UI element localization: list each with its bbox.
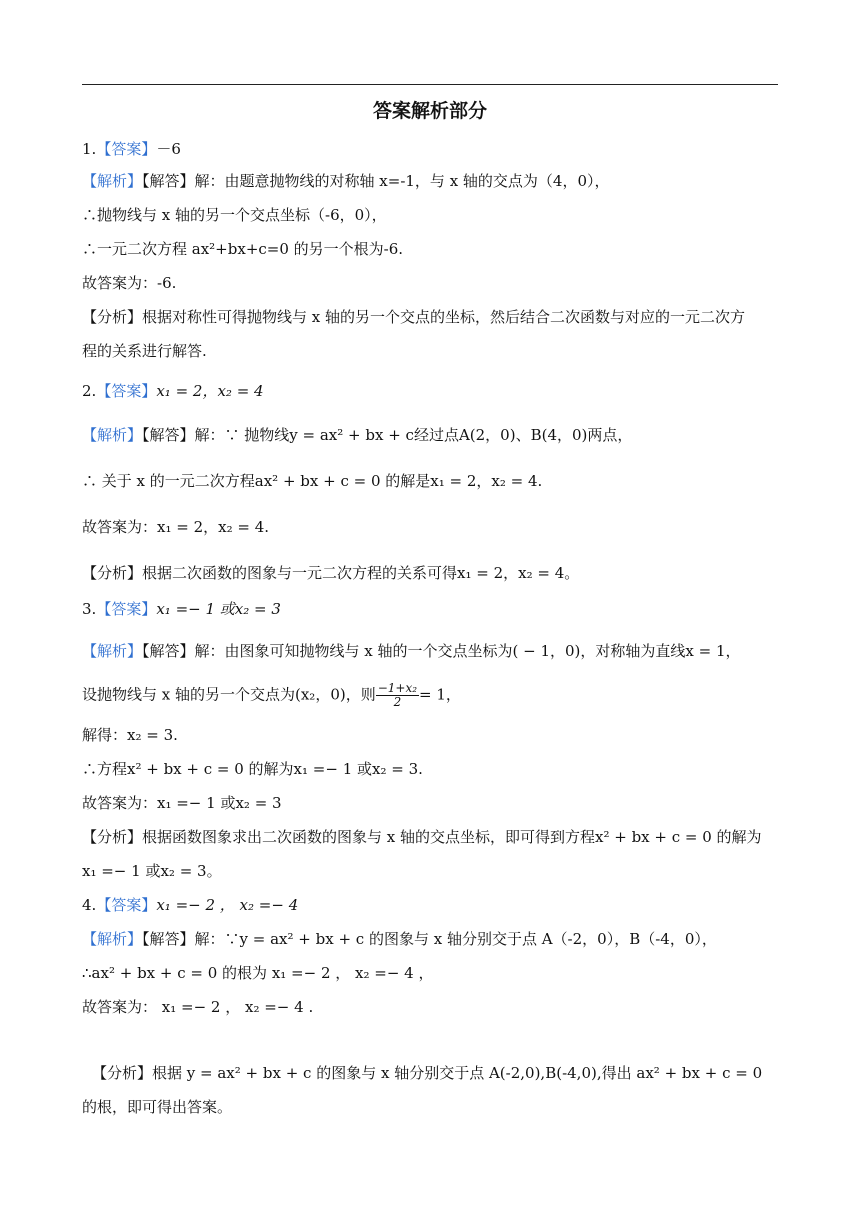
q3-analysis-tag: 【解析】 <box>82 642 143 660</box>
q3-answer-tag: 【答案】 <box>96 600 157 618</box>
q2-text-4: 【分析】根据二次函数的图象与一元二次方程的关系可得x₁ = 2，x₂ = 4。 <box>82 564 580 582</box>
q3-text-5: 故答案为：x₁ =− 1 或x₂ = 3 <box>82 794 282 812</box>
q4-text-3: 故答案为： x₁ =− 2 ， x₂ =− 4 . <box>82 998 314 1016</box>
q4-analysis-line-1 <box>82 928 717 950</box>
q3-text-7: x₁ =− 1 或x₂ = 3。 <box>82 862 222 880</box>
q2-number: 2. <box>82 382 97 400</box>
q2-answer-line <box>82 380 264 402</box>
q3-text-6: 【分析】根据函数图象求出二次函数的图象与 x 轴的交点坐标，即可得到方程x² + bx + c = 0 的解为 <box>82 828 762 846</box>
q2-analysis-line-1 <box>82 424 632 446</box>
q3-answer-line <box>82 598 281 620</box>
q3-text-2a: 设抛物线与 x 轴的另一个交点为(x₂，0)，则 <box>82 685 376 704</box>
q2-analysis-tag: 【解析】 <box>82 426 143 444</box>
q1-number: 1. <box>82 140 97 158</box>
q4-text-2: ∴ax² + bx + c = 0 的根为 x₁ =− 2 ， x₂ =− 4 ， <box>82 964 434 982</box>
q3-analysis-line-1 <box>82 640 741 662</box>
q1-text-2: ∴抛物线与 x 轴的另一个交点坐标（-6，0）， <box>82 206 387 224</box>
q3-answer: x₁ =− 1 或x₂ = 3 <box>156 600 281 618</box>
q1-text-3: ∴一元二次方程 ax²+bx+c=0 的另一个根为-6. <box>82 240 404 258</box>
q2-answer: x₁ = 2，x₂ = 4 <box>156 382 264 400</box>
q1-text-6: 程的关系进行解答. <box>82 342 207 360</box>
q3-text-4: ∴方程x² + bx + c = 0 的解为x₁ =− 1 或x₂ = 3. <box>82 760 423 778</box>
q2-text-3: 故答案为：x₁ = 2，x₂ = 4. <box>82 518 270 536</box>
q3-text-2b: = 1， <box>419 685 461 704</box>
q4-analysis-tag: 【解析】 <box>82 930 143 948</box>
q4-text-1: 【解答】解：∵y = ax² + bx + c 的图象与 x 轴分别交于点 A（-2，0），B（-4，0）， <box>142 930 717 948</box>
q4-answer: x₁ =− 2 ， x₂ =− 4 <box>156 896 299 914</box>
q1-text-4: 故答案为：-6. <box>82 274 177 292</box>
q4-number: 4. <box>82 896 97 914</box>
q4-text-5: 的根，即可得出答案。 <box>82 1098 233 1116</box>
q1-analysis-line-1 <box>82 170 610 192</box>
page-title: 答案解析部分 <box>372 100 487 122</box>
q4-answer-line <box>82 894 298 916</box>
q1-answer-line <box>82 138 181 160</box>
q3-text-3: 解得：x₂ = 3. <box>82 726 178 744</box>
header-rule <box>82 84 778 85</box>
q3-text-2 <box>82 682 461 709</box>
q3-fraction-denominator: 2 <box>393 695 402 709</box>
q1-answer: －6 <box>156 140 181 158</box>
q4-answer-tag: 【答案】 <box>96 896 157 914</box>
q3-fraction <box>376 682 419 709</box>
q2-answer-tag: 【答案】 <box>96 382 157 400</box>
q4-text-4: 【分析】根据 y = ax² + bx + c 的图象与 x 轴分别交于点 A(-2,0),B(-4,0),得出 ax² + bx + c = 0 <box>92 1064 763 1082</box>
q2-text-2: ∴ 关于 x 的一元二次方程ax² + bx + c = 0 的解是x₁ = 2，x₂ = 4. <box>82 472 543 490</box>
q1-text-1: 【解答】解：由题意抛物线的对称轴 x=-1，与 x 轴的交点为（4，0）， <box>142 172 610 190</box>
q3-number: 3. <box>82 600 97 618</box>
q2-text-1: 【解答】解：∵ 抛物线y = ax² + bx + c经过点A(2，0)、B(4，0)两点， <box>142 426 633 444</box>
q1-analysis-tag: 【解析】 <box>82 172 143 190</box>
q1-answer-tag: 【答案】 <box>96 140 157 158</box>
q3-fraction-numerator: −1+x₂ <box>377 681 418 695</box>
q3-text-1: 【解答】解：由图象可知抛物线与 x 轴的一个交点坐标为( − 1，0)，对称轴为直线x = 1， <box>142 642 741 660</box>
q1-text-5: 【分析】根据对称性可得抛物线与 x 轴的另一个交点的坐标，然后结合二次函数与对应的一元二次方 <box>82 308 746 326</box>
